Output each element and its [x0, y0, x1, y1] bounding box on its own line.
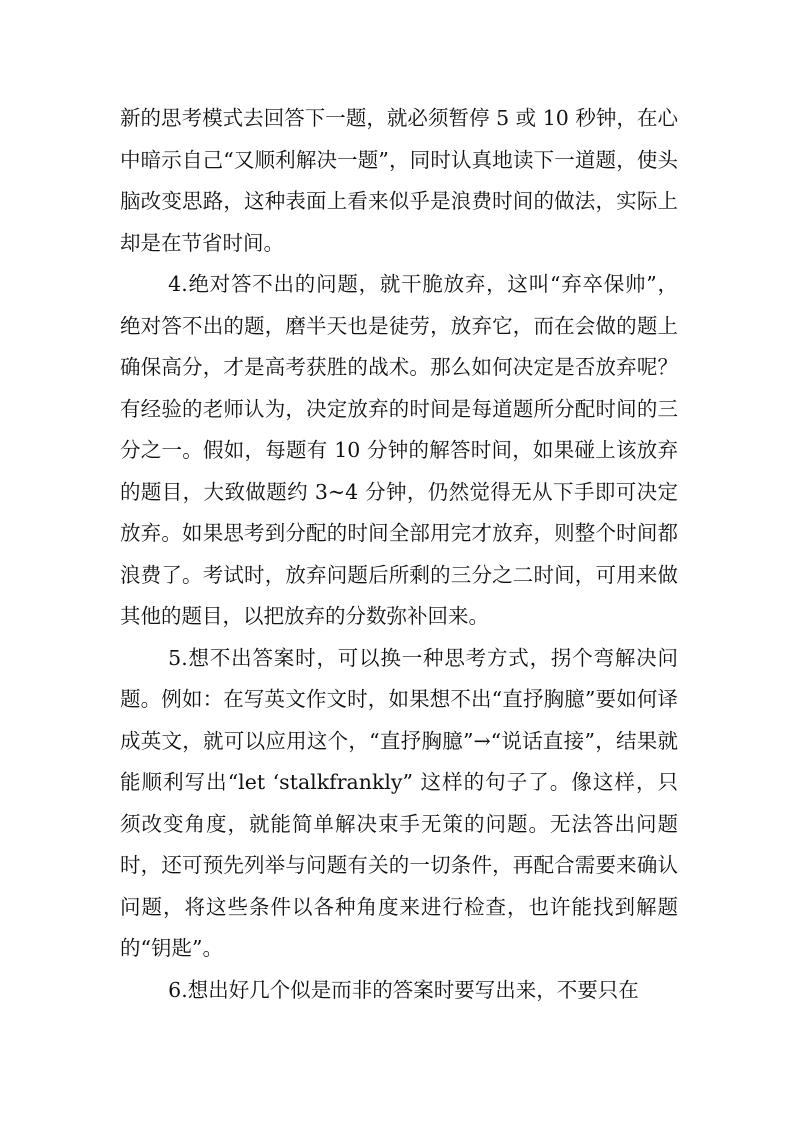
document-body [120, 98, 678, 1011]
paragraph-item-4: 4.绝对答不出的问题，就干脆放弃，这叫“弃卒保帅”，绝对答不出的题，磨半天也是徒劳，放弃它，而在会做的题上确保高分，才是高考获胜的战术。那么如何决定是否放弃呢？有经验的老师认为，决定放弃的时间是每道题所分配时间的三分之一。假如，每题有 10 分钟的解答时间，如果碰上该放弃的题目，大致做题约 3~4 分钟，仍然觉得无从下手即可决定放弃。如果思考到分配的时间全部用完才放弃，则整个时间都浪费了。考试时，放弃问题后所剩的三分之二时间，可用来做其他的题目，以把放弃的分数弥补回来。 [120, 272, 678, 628]
paragraph-continuation: 新的思考模式去回答下一题，就必须暂停 5 或 10 秒钟，在心中暗示自己“又顺利解决一题”，同时认真地读下一道题，使头脑改变思路，这种表面上看来似乎是浪费时间的做法，实际上却是在节省时间。 [120, 106, 678, 255]
paragraph-item-5: 5.想不出答案时，可以换一种思考方式，拐个弯解决问题。例如：在写英文作文时，如果想不出“直抒胸臆”要如何译成英文，就可以应用这个，“直抒胸臆”→“说话直接”，结果就能顺利写出“let ‘stalkfrankly” 这样的句子了。像这样，只须改变角度，就能简单解决束手无策的问题。无法答出问题时，还可预先列举与问题有关的一切条件，再配合需要来确认问题，将这些条件以各种角度来进行检查，也许能找到解题的“钥匙”。 [120, 645, 678, 960]
paragraph-item-6: 6.想出好几个似是而非的答案时要写出来，不要只在 [168, 977, 639, 1002]
